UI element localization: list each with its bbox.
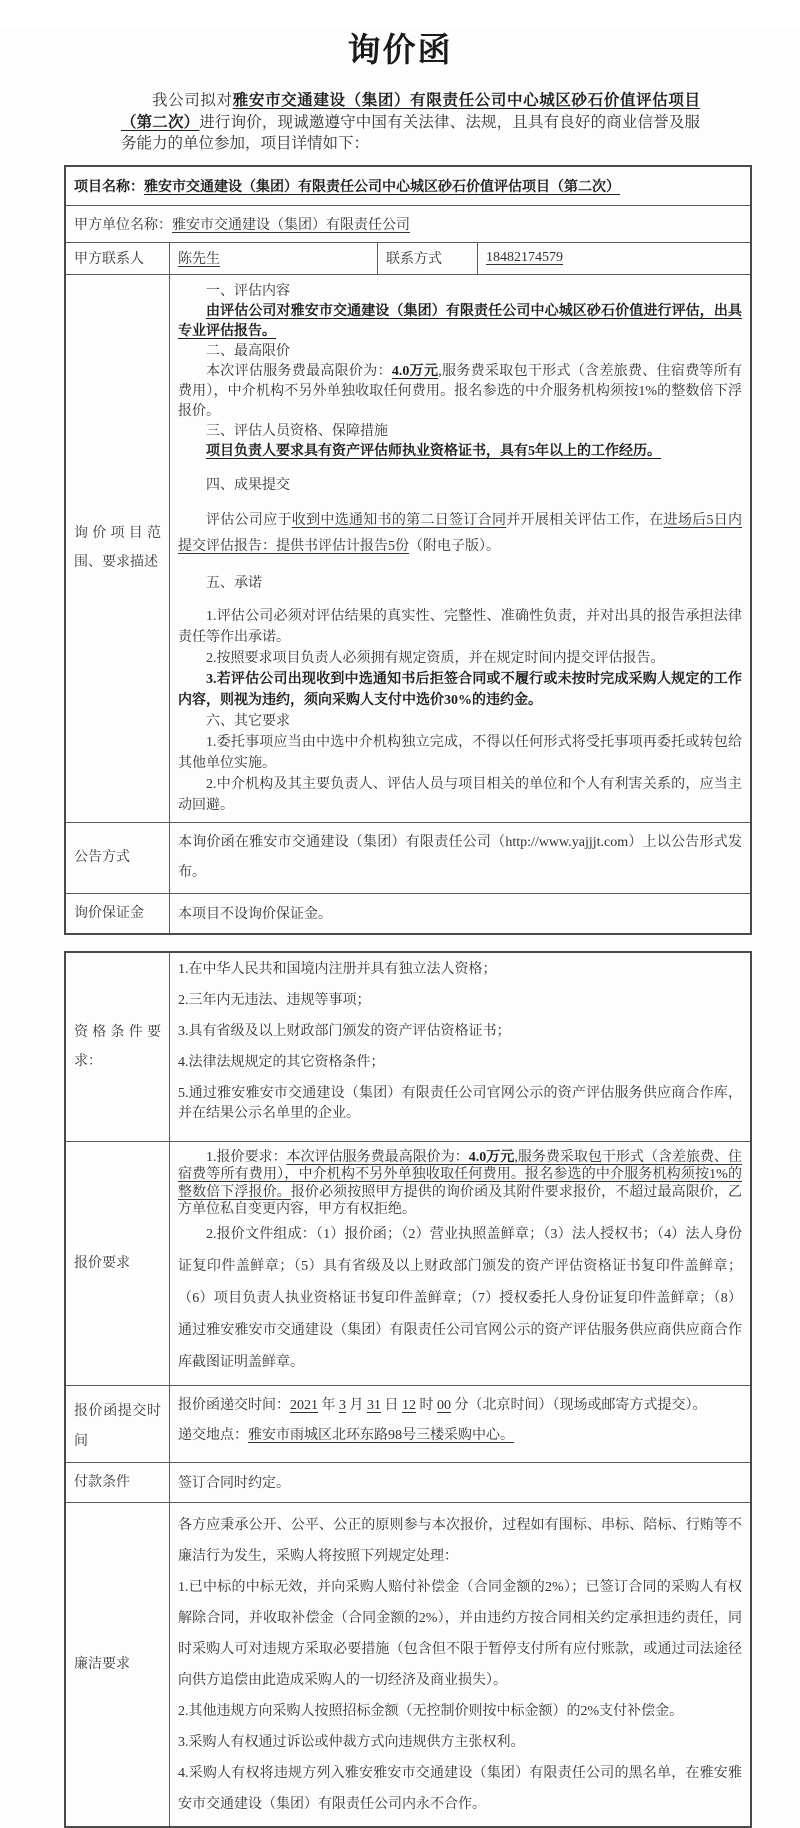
payment-content: 签订合同时约定。 [178,1476,290,1491]
text-segment: 1.委托事项应当由中选中介机构独立完成，不得以任何形式将受托事项再委托或转包给其他单位实施。 [178,734,742,771]
text-segment: 四、成果提交 [206,477,290,493]
text-segment: 评估公司应于 [206,512,292,528]
paragraph [178,1727,742,1758]
paragraph [178,1149,742,1219]
paragraph [178,1696,742,1727]
text-segment: 31 [367,1397,381,1413]
paragraph [178,1572,742,1696]
paragraph [178,1758,742,1820]
text-segment: 2.三年内无违法、违规等事项； [178,992,371,1008]
project-name-label: 项目名称： [74,179,144,195]
paragraph [178,1022,742,1042]
paragraph [178,828,742,888]
text-segment: 六、其它要求 [206,713,290,729]
text-segment: 2.按照要求项目负责人必须拥有规定资质，并在规定时间内提交评估报告。 [206,650,665,666]
paragraph [178,422,742,442]
project-info-table [64,165,752,935]
text-segment: 本次评估服务费最高限价为： [286,1149,469,1165]
contact-label: 甲方联系人 [66,243,170,274]
paragraph [178,960,742,980]
text-segment: 收到中选通知书的第二日签订合同 [291,512,507,528]
intro-paragraph [121,90,700,155]
row-announcement [66,822,750,893]
text-segment: 并开展相关评估工作，在 [506,512,664,528]
text-segment: 我公司拟对 [152,92,233,109]
text-segment: 项目负责人要求具有资产评估师执业资格证书，具有5年以上的工作经历。 [206,443,661,459]
paragraph [178,1391,742,1421]
paragraph [178,362,742,422]
text-segment: 12 [402,1397,416,1413]
text-segment: 报价函递交时间： [178,1397,290,1413]
paragraph [178,711,742,732]
row-party-a [66,205,750,242]
qualification-label: 资格条件要求： [66,953,170,1141]
text-segment: 4.0万元 [391,363,439,379]
paragraph [178,302,742,342]
text-segment: 00 [437,1397,451,1413]
text-segment: 三、评估人员资格、保障措施 [206,423,388,439]
party-a-label: 甲方单位名称： [74,217,172,233]
text-segment: 2.报价文件组成：（1）报价函；（2）营业执照盖鲜章；（3）法人授权书；（4）法人身份证复印件盖鲜章；（5）具有省级及以上财政部门颁发的资产评估资格证书复印件盖鲜章；（6）项目负责人执业资格证书复印件盖鲜章；（7）授权委托人身份证复印件盖鲜章；（8）通过雅安雅安市交通建设（集团）有限责任公司官网公示的资产评估服务供应商供应商合作库截图证明盖鲜章。 [178,1226,742,1370]
text-segment: 进场后5日内提交评估报告：提供书评估计报告5份 [178,512,743,554]
announcement-content [170,823,750,893]
row-contact [66,242,750,274]
contact-value: 陈先生 [170,243,378,274]
text-segment: 3.采购人有权通过诉讼或仲裁方式向违规供方主张权利。 [178,1734,525,1750]
text-segment: 年 [318,1397,339,1413]
paragraph [178,1510,742,1572]
text-segment: 4.法律法规规定的其它资格条件； [178,1054,385,1070]
text-segment: ,服务费采取包干形式（含差旅费、住宿费等所有费用），中介机构不另外单独收取任何费用。报名参选的中介服务机构须按1%的整数倍下浮报价。 [178,1149,743,1200]
text-segment: 日 [381,1397,402,1413]
paragraph [178,508,742,560]
paragraph [178,342,742,362]
phone-label: 联系方式 [378,243,478,274]
text-segment: 本询价函在雅安市交通建设（集团）有限责任公司（http://www.yajjjt.com）上以公告形式发布。 [178,834,742,880]
paragraph [178,476,742,496]
paragraph [178,648,742,669]
paragraph [178,606,742,648]
quotation-content [170,1142,750,1385]
text-segment: 各方应秉承公开、公平、公正的原则参与本次报价，过程如有围标、串标、陪标、行贿等不廉洁行为发生，采购人将按照下列规定处理： [178,1517,742,1564]
integrity-content [170,1503,750,1826]
text-segment: 时 [416,1397,437,1413]
paragraph [178,442,742,462]
qualification-content [170,953,750,1141]
row-project-name [66,167,750,205]
row-qualification [66,953,750,1141]
text-segment: 分（北京时间）（现场或邮寄方式提交）。 [451,1397,707,1413]
quotation-label: 报价要求 [66,1142,170,1385]
paragraph [178,1219,742,1379]
text-segment: 月 [346,1397,367,1413]
payment-label: 付款条件 [66,1463,170,1502]
text-segment: 2.中介机构及其主要负责人、评估人员与项目相关的单位和个人有利害关系的，应当主动回避。 [178,776,742,813]
text-segment: 递交地点： [178,1427,248,1443]
text-segment: ,服务费采取包干形式（含差旅费、住宿费等所有费用），中介机构不另外单独收取任何费用。报名参选的中介服务机构须按1%的整数倍下浮报价。 [178,363,743,419]
row-payment [66,1462,750,1502]
text-segment: 5.通过雅安雅安市交通建设（集团）有限责任公司官网公示的资产评估服务供应商合作库，并在结果公示名单里的企业。 [178,1085,742,1121]
announcement-label: 公告方式 [66,823,170,893]
row-deposit [66,893,750,933]
document-page [0,28,800,1828]
paragraph [178,1421,742,1451]
row-quotation [66,1141,750,1385]
text-segment: 五、承诺 [206,575,262,591]
project-name-value: 雅安市交通建设（集团）有限责任公司中心城区砂石价值评估项目（第二次） [144,179,620,195]
text-segment: 3.若评估公司出现收到中选通知书后拒签合同或不履行或未按时完成采购人规定的工作内容，则视为违约，须向采购人支付中选价30%的违约金。 [178,671,742,708]
phone-value: 18482174579 [486,250,563,265]
paragraph [178,574,742,594]
deposit-content: 本项目不设询价保证金。 [178,907,332,922]
text-segment: 4.0万元 [468,1149,515,1165]
paragraph [178,991,742,1011]
integrity-label: 廉洁要求 [66,1503,170,1826]
row-submission [66,1385,750,1462]
deposit-label: 询价保证金 [66,894,170,933]
paragraph [178,282,742,302]
text-segment: 进行询价，现诚邀遵守中国有关法律、法规，且具有良好的商业信誉及服务能力的单位参加，项目详情如下： [121,113,700,152]
text-segment: 2021 [290,1397,318,1413]
text-segment: 二、最高限价 [206,343,290,359]
text-segment: 3.具有省级及以上财政部门颁发的资产评估资格证书； [178,1023,511,1039]
submission-label: 报价函提交时间 [66,1386,170,1462]
paragraph [178,1053,742,1073]
party-a-cell [66,206,750,242]
text-segment: 1.已中标的中标无效，并向采购人赔付补偿金（合同金额的2%）；已签订合同的采购人有权解除合同，并收取补偿金（合同金额的2%），并由违约方按合同相关约定承担违约责任，同时采购人可对违规方采取必要措施（包含但不限于暂停支付所有应付账款，或通过司法途径向供方追偿由此造成采购人的一切经济及商业损失）。 [178,1579,742,1688]
text-segment: 雅安市雨城区北环东路98号三楼采购中心。 [248,1427,514,1443]
paragraph [121,90,700,155]
text-segment: 2.其他违规方向采购人按照招标金额（无控制价则按中标金额）的2%支付补偿金。 [178,1703,684,1719]
scope-label: 询价项目范围、要求描述 [66,275,170,822]
text-segment: （附电子版）。 [409,538,500,554]
text-segment: 雅安市交通建设（集团）有限责任公司中心城区砂石价值评估项目（第二次） [121,92,700,131]
text-segment: 本次评估服务费最高限价为： [206,363,392,379]
paragraph [178,669,742,711]
row-scope [66,274,750,822]
paragraph [178,774,742,816]
text-segment: 4.采购人有权将违规方列入雅安雅安市交通建设（集团）有限责任公司的黑名单，在雅安雅安市交通建设（集团）有限责任公司内永不合作。 [178,1765,742,1812]
scope-content [170,275,750,822]
page-title: 询价函 [347,33,453,69]
project-name-cell [66,168,750,204]
paragraph [178,732,742,774]
row-integrity [66,1502,750,1826]
submission-content [170,1386,750,1462]
text-segment: 1.评估公司必须对评估结果的真实性、完整性、准确性负责，并对出具的报告承担法律责任等作出承诺。 [178,608,742,645]
requirements-table [64,951,752,1828]
paragraph [178,1084,742,1124]
text-segment: 3 [339,1397,346,1413]
party-a-value: 雅安市交通建设（集团）有限责任公司 [172,217,410,233]
text-segment: 一、评估内容 [206,283,290,299]
text-segment: 由评估公司对雅安市交通建设（集团）有限责任公司中心城区砂石价值进行评估，出具专业评估报告。 [178,303,742,339]
text-segment: 1.报价要求： [206,1149,287,1165]
text-segment: 1.在中华人民共和国境内注册并具有独立法人资格； [178,961,497,977]
text-segment: 报价必须按照甲方提供的询价函及其附件要求报价，不超过最高限价，乙方单位私自变更内容，甲方有权拒绝。 [178,1184,743,1217]
